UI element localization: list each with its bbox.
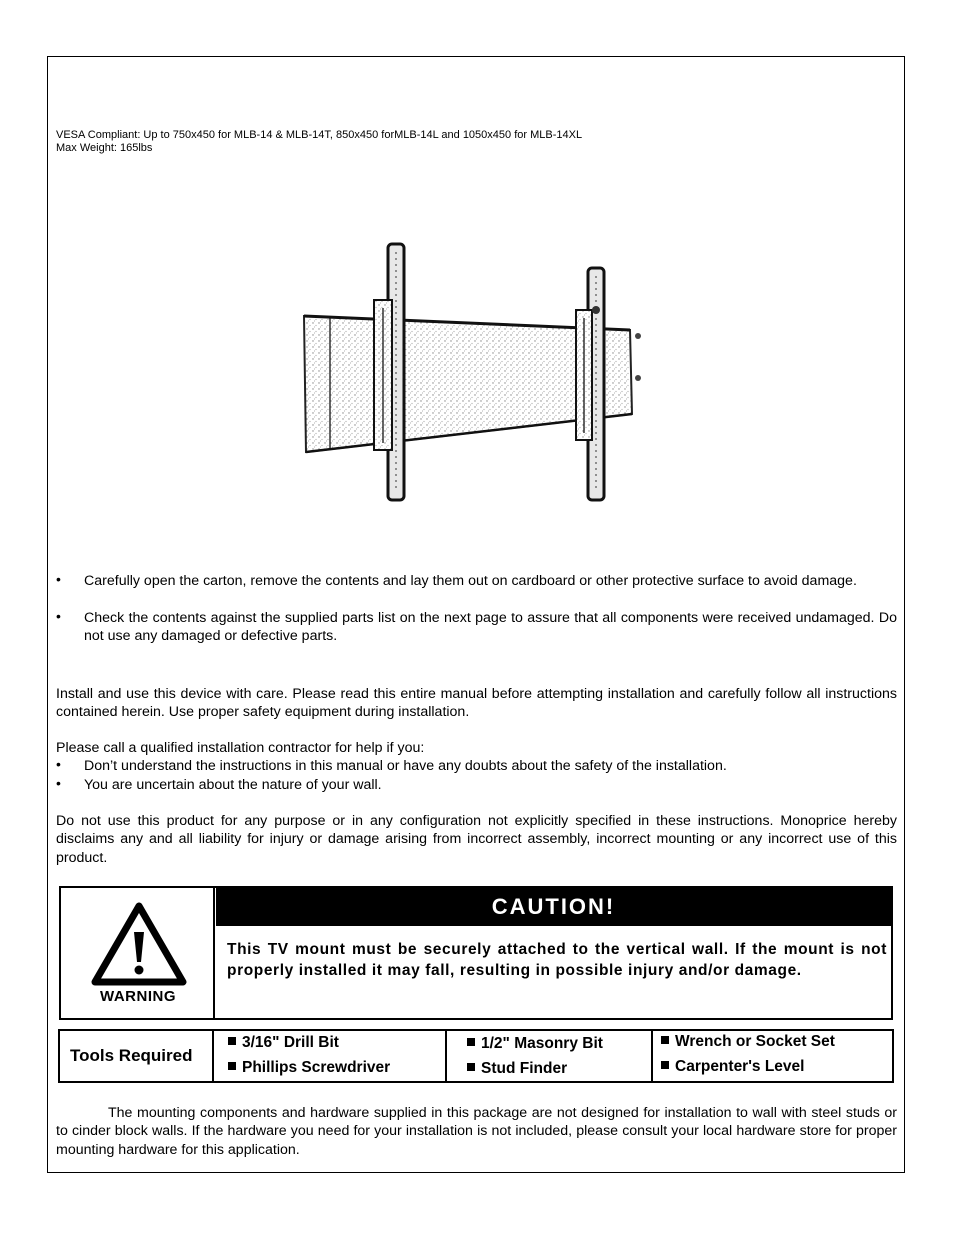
bullet-square-icon <box>661 1061 669 1069</box>
disclaimer: Do not use this product for any purpose or in any configuration not explicitly specified in these instructions. Monoprice hereby disclaims any and all liability for injury or damage arising from incorrect assembly, incorrect mounting or any incorrect use of this product. <box>56 813 897 866</box>
warning-panel <box>61 888 215 1018</box>
max-weight-spec: Max Weight: 165lbs <box>56 142 153 154</box>
unpack-bullet-2: Check the contents against the supplied parts list on the next page to assure that all components were received undamaged. Do not use any damaged or defective parts. <box>84 610 897 645</box>
caution-message: This TV mount must be securely attached to the vertical wall. If the mount is not properly installed it may fall, resulting in possible injury and/or damage. <box>227 941 887 979</box>
bullet-square-icon <box>228 1037 236 1045</box>
tool-item: 3/16" Drill Bit <box>228 1034 339 1052</box>
tv-mount-illustration <box>300 238 660 506</box>
hardware-note: The mounting components and hardware supplied in this package are not designed for installation to wall with steel studs or to cinder block walls. If the hardware you need for your installation is not included, please consult your local hardware store for proper mounting hardware for this application. <box>56 1105 897 1158</box>
tools-label: Tools Required <box>70 1046 193 1065</box>
tools-cell-3 <box>653 1031 892 1081</box>
caution-box <box>59 886 893 1020</box>
tool-item: Phillips Screwdriver <box>228 1059 390 1077</box>
bullet-marker: • <box>56 775 61 791</box>
tools-label-cell <box>60 1031 214 1081</box>
safety-intro: Install and use this device with care. Please read this entire manual before attempting installation and carefully follow all instructions contained herein. Use proper safety equipment during installation. <box>56 686 897 721</box>
warning-triangle-icon <box>91 902 187 986</box>
tool-item: Stud Finder <box>467 1060 567 1078</box>
tool-item: 1/2" Masonry Bit <box>467 1035 603 1053</box>
tool-item: Wrench or Socket Set <box>661 1033 835 1051</box>
bullet-square-icon <box>467 1038 475 1046</box>
warning-label: WARNING <box>100 988 176 1005</box>
unpack-bullet-1: Carefully open the carton, remove the contents and lay them out on cardboard or other protective surface to avoid damage. <box>84 573 857 589</box>
tools-cell-2 <box>447 1031 653 1081</box>
bullet-square-icon <box>228 1062 236 1070</box>
bullet-marker: • <box>56 608 61 624</box>
tools-cell-1 <box>214 1031 447 1081</box>
bullet-square-icon <box>467 1063 475 1071</box>
tools-required-table <box>58 1029 894 1083</box>
safety-bullet-2: You are uncertain about the nature of your wall. <box>84 777 382 793</box>
bullet-marker: • <box>56 756 61 772</box>
bullet-marker: • <box>56 571 61 587</box>
tool-item: Carpenter's Level <box>661 1058 804 1076</box>
safety-call: Please call a qualified installation contractor for help if you: <box>56 740 425 756</box>
vesa-spec: VESA Compliant: Up to 750x450 for MLB-14 & MLB-14T, 850x450 forMLB-14L and 1050x450 for MLB-14XL <box>56 129 583 141</box>
bullet-square-icon <box>661 1036 669 1044</box>
caution-title: CAUTION! <box>216 888 891 926</box>
safety-bullet-1: Don’t understand the instructions in this manual or have any doubts about the safety of the installation. <box>84 758 727 774</box>
